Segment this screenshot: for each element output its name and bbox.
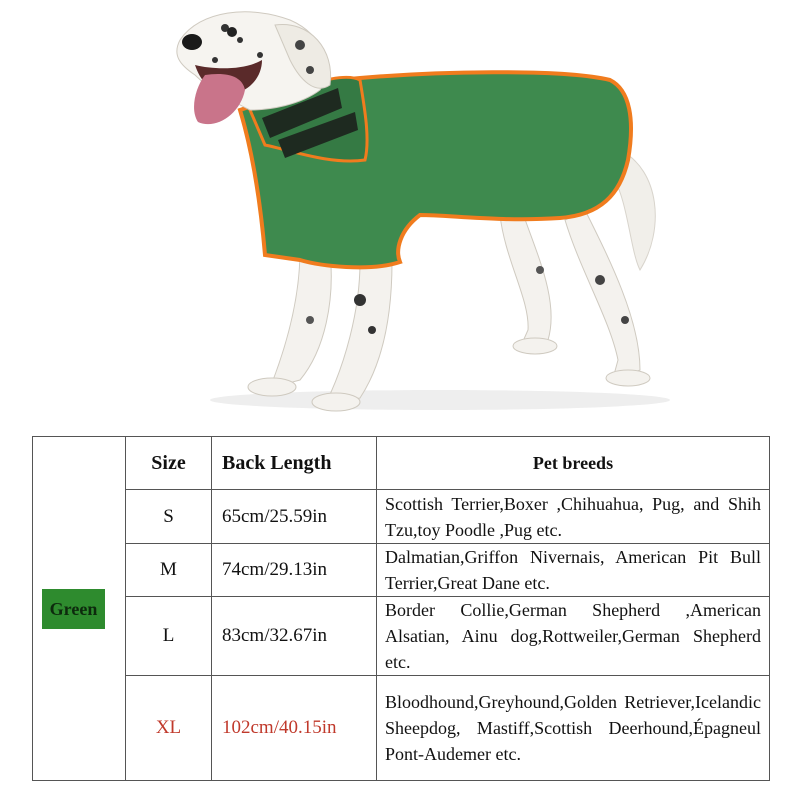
breeds-cell: [377, 544, 770, 597]
breeds-text: Border Collie,German Shepherd ,American Alsatian, Ainu dog,Rottweiler,German Shepherd etc.: [385, 600, 761, 672]
size-cell: M: [126, 544, 212, 597]
header-back-length: Back Length: [212, 437, 377, 490]
size-cell: S: [126, 490, 212, 544]
breeds-text: Bloodhound,Greyhound,Golden Retriever,Icelandic Sheepdog, Mastiff,Scottish Deerhound,Épagneul Pont-Audemer etc.: [385, 692, 761, 764]
breeds-cell: [377, 490, 770, 544]
breeds-text: Dalmatian,Griffon Nivernais, American Pit Bull Terrier,Great Dane etc.: [385, 547, 761, 593]
color-cell: [33, 437, 126, 781]
breeds-cell: [377, 676, 770, 781]
header-size: Size: [126, 437, 212, 490]
table-row: [33, 597, 770, 676]
header-pet-breeds: Pet breeds: [377, 437, 770, 490]
breeds-cell: [377, 597, 770, 676]
table-row: [33, 490, 770, 544]
size-cell: L: [126, 597, 212, 676]
color-swatch-green: Green: [42, 589, 105, 629]
size-cell: XL: [126, 676, 212, 781]
size-chart-table: [32, 436, 770, 781]
table-header-row: [33, 437, 770, 490]
back-length-cell: 74cm/29.13in: [212, 544, 377, 597]
back-length-cell: 83cm/32.67in: [212, 597, 377, 676]
table-row-highlighted: [33, 676, 770, 781]
table-row: [33, 544, 770, 597]
breeds-text: Scottish Terrier,Boxer ,Chihuahua, Pug, and Shih Tzu,toy Poodle ,Pug etc.: [385, 493, 761, 540]
back-length-cell: 102cm/40.15in: [212, 676, 377, 781]
back-length-cell: 65cm/25.59in: [212, 490, 377, 544]
